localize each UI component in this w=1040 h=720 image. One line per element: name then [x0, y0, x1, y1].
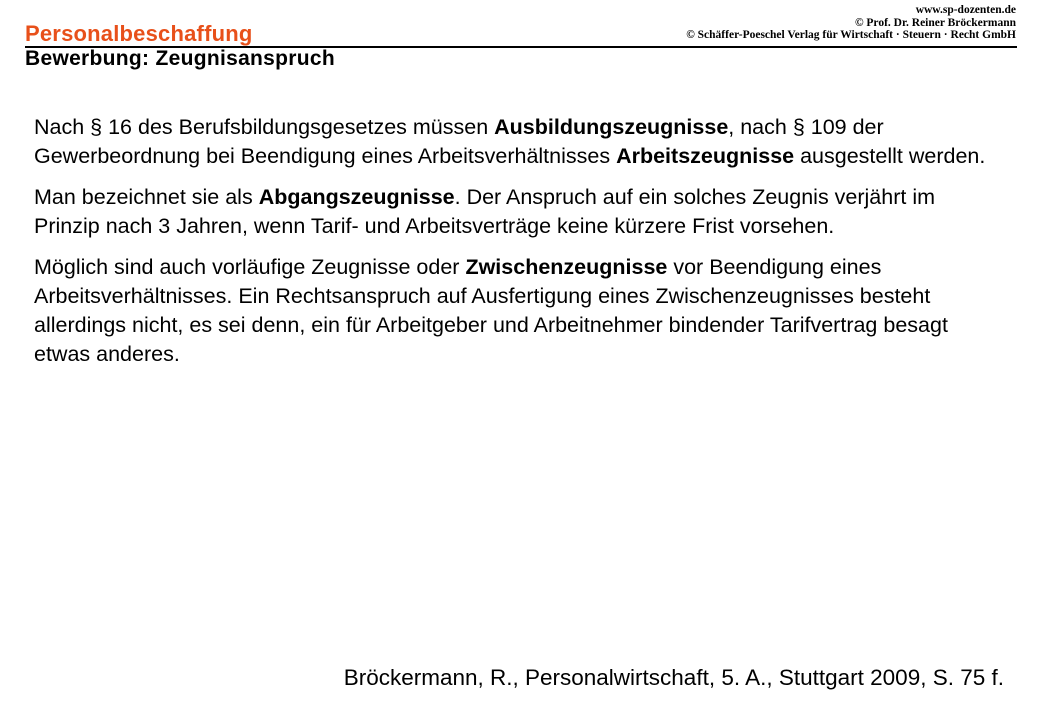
slide-subtitle: Bewerbung: Zeugnisanspruch	[25, 47, 335, 70]
author-credit: © Prof. Dr. Reiner Bröckermann	[854, 16, 1016, 29]
paragraph-1-text-1: Nach § 16 des Berufsbildungsgesetzes müssen	[34, 115, 495, 139]
term-zwischenzeugnisse: Zwischenzeugnisse	[465, 255, 668, 279]
paragraph-3	[34, 253, 996, 369]
source-citation: Bröckermann, R., Personalwirtschaft, 5. A., Stuttgart 2009, S. 75 f.	[343, 665, 1004, 690]
brand-title: Personalbeschaffung	[25, 21, 253, 46]
paragraph-1-text-3: ausgestellt werden.	[794, 144, 986, 168]
term-ausbildungszeugnisse: Ausbildungszeugnisse	[494, 115, 729, 139]
term-arbeitszeugnisse: Arbeitszeugnisse	[616, 144, 795, 168]
term-abgangszeugnisse: Abgangszeugnisse	[258, 185, 455, 209]
paragraph-2-text-2: . Der Anspruch auf ein solches Zeugnis verjährt im Prinzip nach 3 Jahren, wenn Tarif- und Arbeitsverträge keine kürzere Frist vorsehen.	[34, 185, 936, 238]
paragraph-3-text-1: Möglich sind auch vorläufige Zeugnisse oder	[34, 255, 466, 279]
publisher-credit: © Schäffer-Poeschel Verlag für Wirtschaft · Steuern · Recht GmbH	[686, 29, 1016, 41]
slide-body	[34, 113, 996, 381]
paragraph-1	[34, 113, 996, 171]
paragraph-2-text-1: Man bezeichnet sie als	[34, 185, 259, 209]
header-credits	[686, 4, 1016, 42]
paragraph-1-text-2: , nach § 109 der Gewerbeordnung bei Beendigung eines Arbeitsverhältnisses	[34, 115, 884, 168]
website-credit: www.sp-dozenten.de	[915, 4, 1016, 16]
paragraph-3-text-2: vor Beendigung eines Arbeitsverhältnisses. Ein Rechtsanspruch auf Ausfertigung eines Zwischenzeugnisses besteht allerdings nicht, es sei denn, ein für Arbeitgeber und Arbeitnehmer bindender Tarifvertrag besagt etwas anderes.	[34, 255, 948, 366]
paragraph-2	[34, 183, 996, 241]
